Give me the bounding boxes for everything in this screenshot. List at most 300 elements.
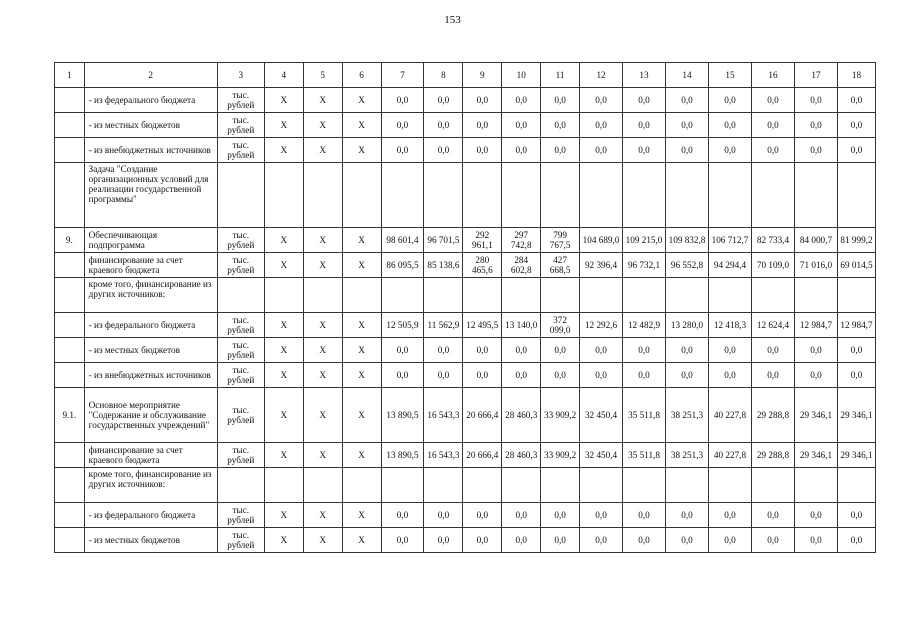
table-row [55,113,876,138]
table-row [55,88,876,113]
value-cell: 0,0 [837,528,875,553]
value-cell: 71 016,0 [794,253,837,278]
col6-cell: Х [342,113,381,138]
col6-cell: Х [342,443,381,468]
value-cell: 29 288,8 [751,443,794,468]
header-cell: 7 [381,63,424,88]
row-name-cell: Задача "Создание организационных условий для реализации государственной программы" [84,163,217,228]
value-cell [623,468,666,503]
unit-cell: тыс. рублей [217,338,264,363]
col5-cell: Х [303,228,342,253]
value-cell: 427 668,5 [541,253,580,278]
row-name-cell: финансирование за счет краевого бюджета [84,253,217,278]
header-cell: 1 [55,63,85,88]
value-cell: 0,0 [541,138,580,163]
value-cell [502,278,541,313]
col4-cell [264,468,303,503]
unit-cell: тыс. рублей [217,503,264,528]
unit-cell [217,163,264,228]
unit-cell: тыс. рублей [217,313,264,338]
col5-cell: Х [303,363,342,388]
col6-cell: Х [342,388,381,443]
col4-cell: Х [264,313,303,338]
value-cell [424,278,463,313]
value-cell: 0,0 [666,363,709,388]
header-cell: 6 [342,63,381,88]
row-number-cell [55,138,85,163]
value-cell: 0,0 [541,503,580,528]
col6-cell: Х [342,88,381,113]
value-cell: 98 601,4 [381,228,424,253]
value-cell: 69 014,5 [837,253,875,278]
row-name-cell: - из местных бюджетов [84,338,217,363]
header-cell: 3 [217,63,264,88]
value-cell [837,163,875,228]
value-cell: 0,0 [502,528,541,553]
value-cell [502,163,541,228]
page-number: 153 [444,14,461,26]
value-cell: 0,0 [623,88,666,113]
value-cell: 38 251,3 [666,443,709,468]
value-cell: 0,0 [666,503,709,528]
value-cell: 20 666,4 [463,388,502,443]
value-cell: 109 832,8 [666,228,709,253]
value-cell [709,163,752,228]
value-cell: 11 562,9 [424,313,463,338]
value-cell [463,468,502,503]
value-cell: 0,0 [751,113,794,138]
unit-cell: тыс. рублей [217,113,264,138]
value-cell: 0,0 [623,338,666,363]
value-cell: 0,0 [666,138,709,163]
table-body [55,63,876,553]
value-cell: 0,0 [580,138,623,163]
value-cell: 0,0 [502,138,541,163]
value-cell [837,468,875,503]
value-cell: 20 666,4 [463,443,502,468]
row-name-cell: финансирование за счет краевого бюджета [84,443,217,468]
value-cell [541,278,580,313]
value-cell: 0,0 [424,113,463,138]
value-cell: 0,0 [502,338,541,363]
row-name-cell: - из местных бюджетов [84,528,217,553]
col6-cell: Х [342,253,381,278]
header-cell: 11 [541,63,580,88]
value-cell: 0,0 [709,528,752,553]
value-cell: 0,0 [580,363,623,388]
value-cell: 94 294,4 [709,253,752,278]
col5-cell: Х [303,443,342,468]
value-cell: 13 280,0 [666,313,709,338]
header-cell: 12 [580,63,623,88]
value-cell: 0,0 [794,363,837,388]
col6-cell: Х [342,528,381,553]
value-cell: 0,0 [837,88,875,113]
value-cell: 33 909,2 [541,388,580,443]
value-cell: 104 689,0 [580,228,623,253]
value-cell: 0,0 [424,528,463,553]
value-cell: 0,0 [794,503,837,528]
unit-cell: тыс. рублей [217,363,264,388]
value-cell: 0,0 [424,503,463,528]
value-cell [424,468,463,503]
value-cell: 32 450,4 [580,443,623,468]
value-cell: 0,0 [424,138,463,163]
value-cell: 35 511,8 [623,388,666,443]
row-number-cell [55,503,85,528]
value-cell: 0,0 [381,363,424,388]
value-cell: 0,0 [541,363,580,388]
value-cell: 12 495,5 [463,313,502,338]
value-cell [463,163,502,228]
value-cell: 92 396,4 [580,253,623,278]
value-cell: 0,0 [794,88,837,113]
value-cell [751,468,794,503]
value-cell: 0,0 [623,138,666,163]
value-cell [837,278,875,313]
table-row [55,253,876,278]
value-cell: 0,0 [424,88,463,113]
value-cell: 297 742,8 [502,228,541,253]
unit-cell: тыс. рублей [217,528,264,553]
value-cell [751,163,794,228]
value-cell [623,163,666,228]
value-cell: 0,0 [794,138,837,163]
value-cell: 12 418,3 [709,313,752,338]
col4-cell [264,278,303,313]
value-cell: 40 227,8 [709,443,752,468]
row-name-cell: - из федерального бюджета [84,88,217,113]
value-cell: 96 701,5 [424,228,463,253]
value-cell: 0,0 [751,528,794,553]
value-cell: 109 215,0 [623,228,666,253]
value-cell [381,163,424,228]
value-cell: 0,0 [463,138,502,163]
value-cell: 0,0 [580,338,623,363]
value-cell: 292 961,1 [463,228,502,253]
value-cell: 0,0 [709,363,752,388]
value-cell: 12 292,6 [580,313,623,338]
value-cell: 0,0 [541,528,580,553]
value-cell [666,278,709,313]
col4-cell: Х [264,253,303,278]
value-cell: 12 505,9 [381,313,424,338]
col6-cell: Х [342,503,381,528]
value-cell: 16 543,3 [424,443,463,468]
col6-cell: Х [342,313,381,338]
value-cell: 29 288,8 [751,388,794,443]
value-cell: 13 140,0 [502,313,541,338]
value-cell: 29 346,1 [794,388,837,443]
value-cell: 85 138,6 [424,253,463,278]
value-cell: 0,0 [623,363,666,388]
value-cell: 0,0 [751,363,794,388]
col5-cell [303,278,342,313]
value-cell: 0,0 [580,503,623,528]
row-number-cell: 9. [55,228,85,253]
table-row [55,503,876,528]
value-cell [666,163,709,228]
table-row [55,468,876,503]
table-row [55,313,876,338]
value-cell: 0,0 [541,88,580,113]
value-cell: 0,0 [381,338,424,363]
value-cell: 0,0 [463,113,502,138]
value-cell: 0,0 [502,88,541,113]
col5-cell: Х [303,388,342,443]
col5-cell: Х [303,88,342,113]
table-row [55,363,876,388]
value-cell: 0,0 [794,338,837,363]
unit-cell [217,278,264,313]
value-cell: 12 624,4 [751,313,794,338]
value-cell: 106 712,7 [709,228,752,253]
value-cell: 0,0 [837,113,875,138]
unit-cell: тыс. рублей [217,253,264,278]
value-cell: 0,0 [709,503,752,528]
value-cell: 0,0 [381,503,424,528]
value-cell: 0,0 [666,113,709,138]
value-cell: 0,0 [751,338,794,363]
value-cell: 0,0 [381,138,424,163]
value-cell: 0,0 [502,503,541,528]
row-name-cell: - из федерального бюджета [84,313,217,338]
value-cell: 13 890,5 [381,388,424,443]
col4-cell: Х [264,228,303,253]
col6-cell: Х [342,228,381,253]
row-number-cell [55,468,85,503]
value-cell: 0,0 [381,113,424,138]
value-cell: 0,0 [580,528,623,553]
col6-cell [342,278,381,313]
value-cell: 0,0 [381,88,424,113]
value-cell [751,278,794,313]
col5-cell: Х [303,528,342,553]
value-cell: 0,0 [381,528,424,553]
col4-cell: Х [264,388,303,443]
row-name-cell: Обеспечивающая подпрограмма [84,228,217,253]
value-cell: 0,0 [541,113,580,138]
unit-cell [217,468,264,503]
value-cell [709,468,752,503]
value-cell: 372 099,0 [541,313,580,338]
header-cell: 5 [303,63,342,88]
value-cell [502,468,541,503]
col5-cell: Х [303,313,342,338]
row-number-cell [55,113,85,138]
row-number-cell: 9.1. [55,388,85,443]
value-cell: 32 450,4 [580,388,623,443]
row-name-cell: кроме того, финансирование из других источников: [84,278,217,313]
row-number-cell [55,278,85,313]
header-row [55,63,876,88]
header-cell: 14 [666,63,709,88]
header-cell: 9 [463,63,502,88]
value-cell: 96 552,8 [666,253,709,278]
value-cell: 0,0 [751,138,794,163]
value-cell: 0,0 [751,503,794,528]
header-cell: 15 [709,63,752,88]
value-cell: 0,0 [794,113,837,138]
value-cell [623,278,666,313]
value-cell: 0,0 [837,363,875,388]
header-cell: 16 [751,63,794,88]
unit-cell: тыс. рублей [217,138,264,163]
unit-cell: тыс. рублей [217,228,264,253]
value-cell: 0,0 [463,88,502,113]
value-cell: 0,0 [666,88,709,113]
value-cell: 96 732,1 [623,253,666,278]
value-cell: 0,0 [666,338,709,363]
unit-cell: тыс. рублей [217,443,264,468]
col6-cell: Х [342,138,381,163]
table-row [55,338,876,363]
col5-cell: Х [303,338,342,363]
value-cell: 29 346,1 [837,388,875,443]
value-cell: 35 511,8 [623,443,666,468]
value-cell: 0,0 [541,338,580,363]
value-cell [381,468,424,503]
value-cell: 29 346,1 [794,443,837,468]
col6-cell: Х [342,338,381,363]
value-cell: 0,0 [463,363,502,388]
header-cell: 10 [502,63,541,88]
value-cell: 0,0 [837,138,875,163]
value-cell: 70 109,0 [751,253,794,278]
value-cell [580,278,623,313]
value-cell: 13 890,5 [381,443,424,468]
value-cell: 0,0 [424,363,463,388]
value-cell: 12 482,9 [623,313,666,338]
value-cell: 0,0 [463,528,502,553]
row-number-cell [55,363,85,388]
header-cell: 4 [264,63,303,88]
col4-cell: Х [264,443,303,468]
value-cell [424,163,463,228]
value-cell: 81 999,2 [837,228,875,253]
value-cell: 38 251,3 [666,388,709,443]
col4-cell: Х [264,363,303,388]
table-row [55,228,876,253]
value-cell: 82 733,4 [751,228,794,253]
value-cell [794,468,837,503]
value-cell: 0,0 [709,338,752,363]
value-cell: 29 346,1 [837,443,875,468]
header-cell: 17 [794,63,837,88]
value-cell: 0,0 [751,88,794,113]
col5-cell [303,163,342,228]
value-cell [580,468,623,503]
value-cell: 0,0 [623,503,666,528]
col5-cell [303,468,342,503]
value-cell: 0,0 [580,113,623,138]
col6-cell [342,163,381,228]
value-cell: 0,0 [623,528,666,553]
header-cell: 13 [623,63,666,88]
col4-cell: Х [264,113,303,138]
value-cell: 28 460,3 [502,388,541,443]
value-cell [794,278,837,313]
value-cell [666,468,709,503]
row-name-cell: - из федерального бюджета [84,503,217,528]
value-cell: 280 465,6 [463,253,502,278]
col4-cell: Х [264,503,303,528]
col5-cell: Х [303,138,342,163]
row-name-cell: - из внебюджетных источников [84,138,217,163]
value-cell [381,278,424,313]
value-cell: 0,0 [794,528,837,553]
value-cell [463,278,502,313]
unit-cell: тыс. рублей [217,88,264,113]
row-number-cell [55,163,85,228]
row-number-cell [55,253,85,278]
col6-cell: Х [342,363,381,388]
col5-cell: Х [303,253,342,278]
row-number-cell [55,338,85,363]
value-cell: 12 984,7 [794,313,837,338]
value-cell [541,163,580,228]
row-number-cell [55,88,85,113]
value-cell: 0,0 [837,338,875,363]
value-cell: 28 460,3 [502,443,541,468]
table-row [55,278,876,313]
value-cell: 0,0 [666,528,709,553]
value-cell: 33 909,2 [541,443,580,468]
value-cell: 86 095,5 [381,253,424,278]
value-cell: 284 602,8 [502,253,541,278]
col6-cell [342,468,381,503]
value-cell: 0,0 [580,88,623,113]
table-row [55,388,876,443]
table-row [55,138,876,163]
value-cell [541,468,580,503]
value-cell: 0,0 [502,113,541,138]
value-cell: 0,0 [709,138,752,163]
value-cell: 0,0 [424,338,463,363]
value-cell: 0,0 [463,503,502,528]
col5-cell: Х [303,113,342,138]
col5-cell: Х [303,503,342,528]
col4-cell [264,163,303,228]
table-row [55,443,876,468]
value-cell: 12 984,7 [837,313,875,338]
value-cell [709,278,752,313]
table-row [55,528,876,553]
row-number-cell [55,528,85,553]
value-cell: 0,0 [463,338,502,363]
value-cell: 0,0 [709,113,752,138]
value-cell: 40 227,8 [709,388,752,443]
header-cell: 18 [837,63,875,88]
value-cell: 16 543,3 [424,388,463,443]
value-cell [794,163,837,228]
budget-table [54,62,876,553]
col4-cell: Х [264,338,303,363]
value-cell [580,163,623,228]
value-cell: 0,0 [709,88,752,113]
col4-cell: Х [264,138,303,163]
col4-cell: Х [264,88,303,113]
unit-cell: тыс. рублей [217,388,264,443]
value-cell: 0,0 [623,113,666,138]
col4-cell: Х [264,528,303,553]
row-number-cell [55,313,85,338]
row-name-cell: - из внебюджетных источников [84,363,217,388]
value-cell: 84 000,7 [794,228,837,253]
row-name-cell: кроме того, финансирование из других источников: [84,468,217,503]
table-row [55,163,876,228]
header-cell: 2 [84,63,217,88]
